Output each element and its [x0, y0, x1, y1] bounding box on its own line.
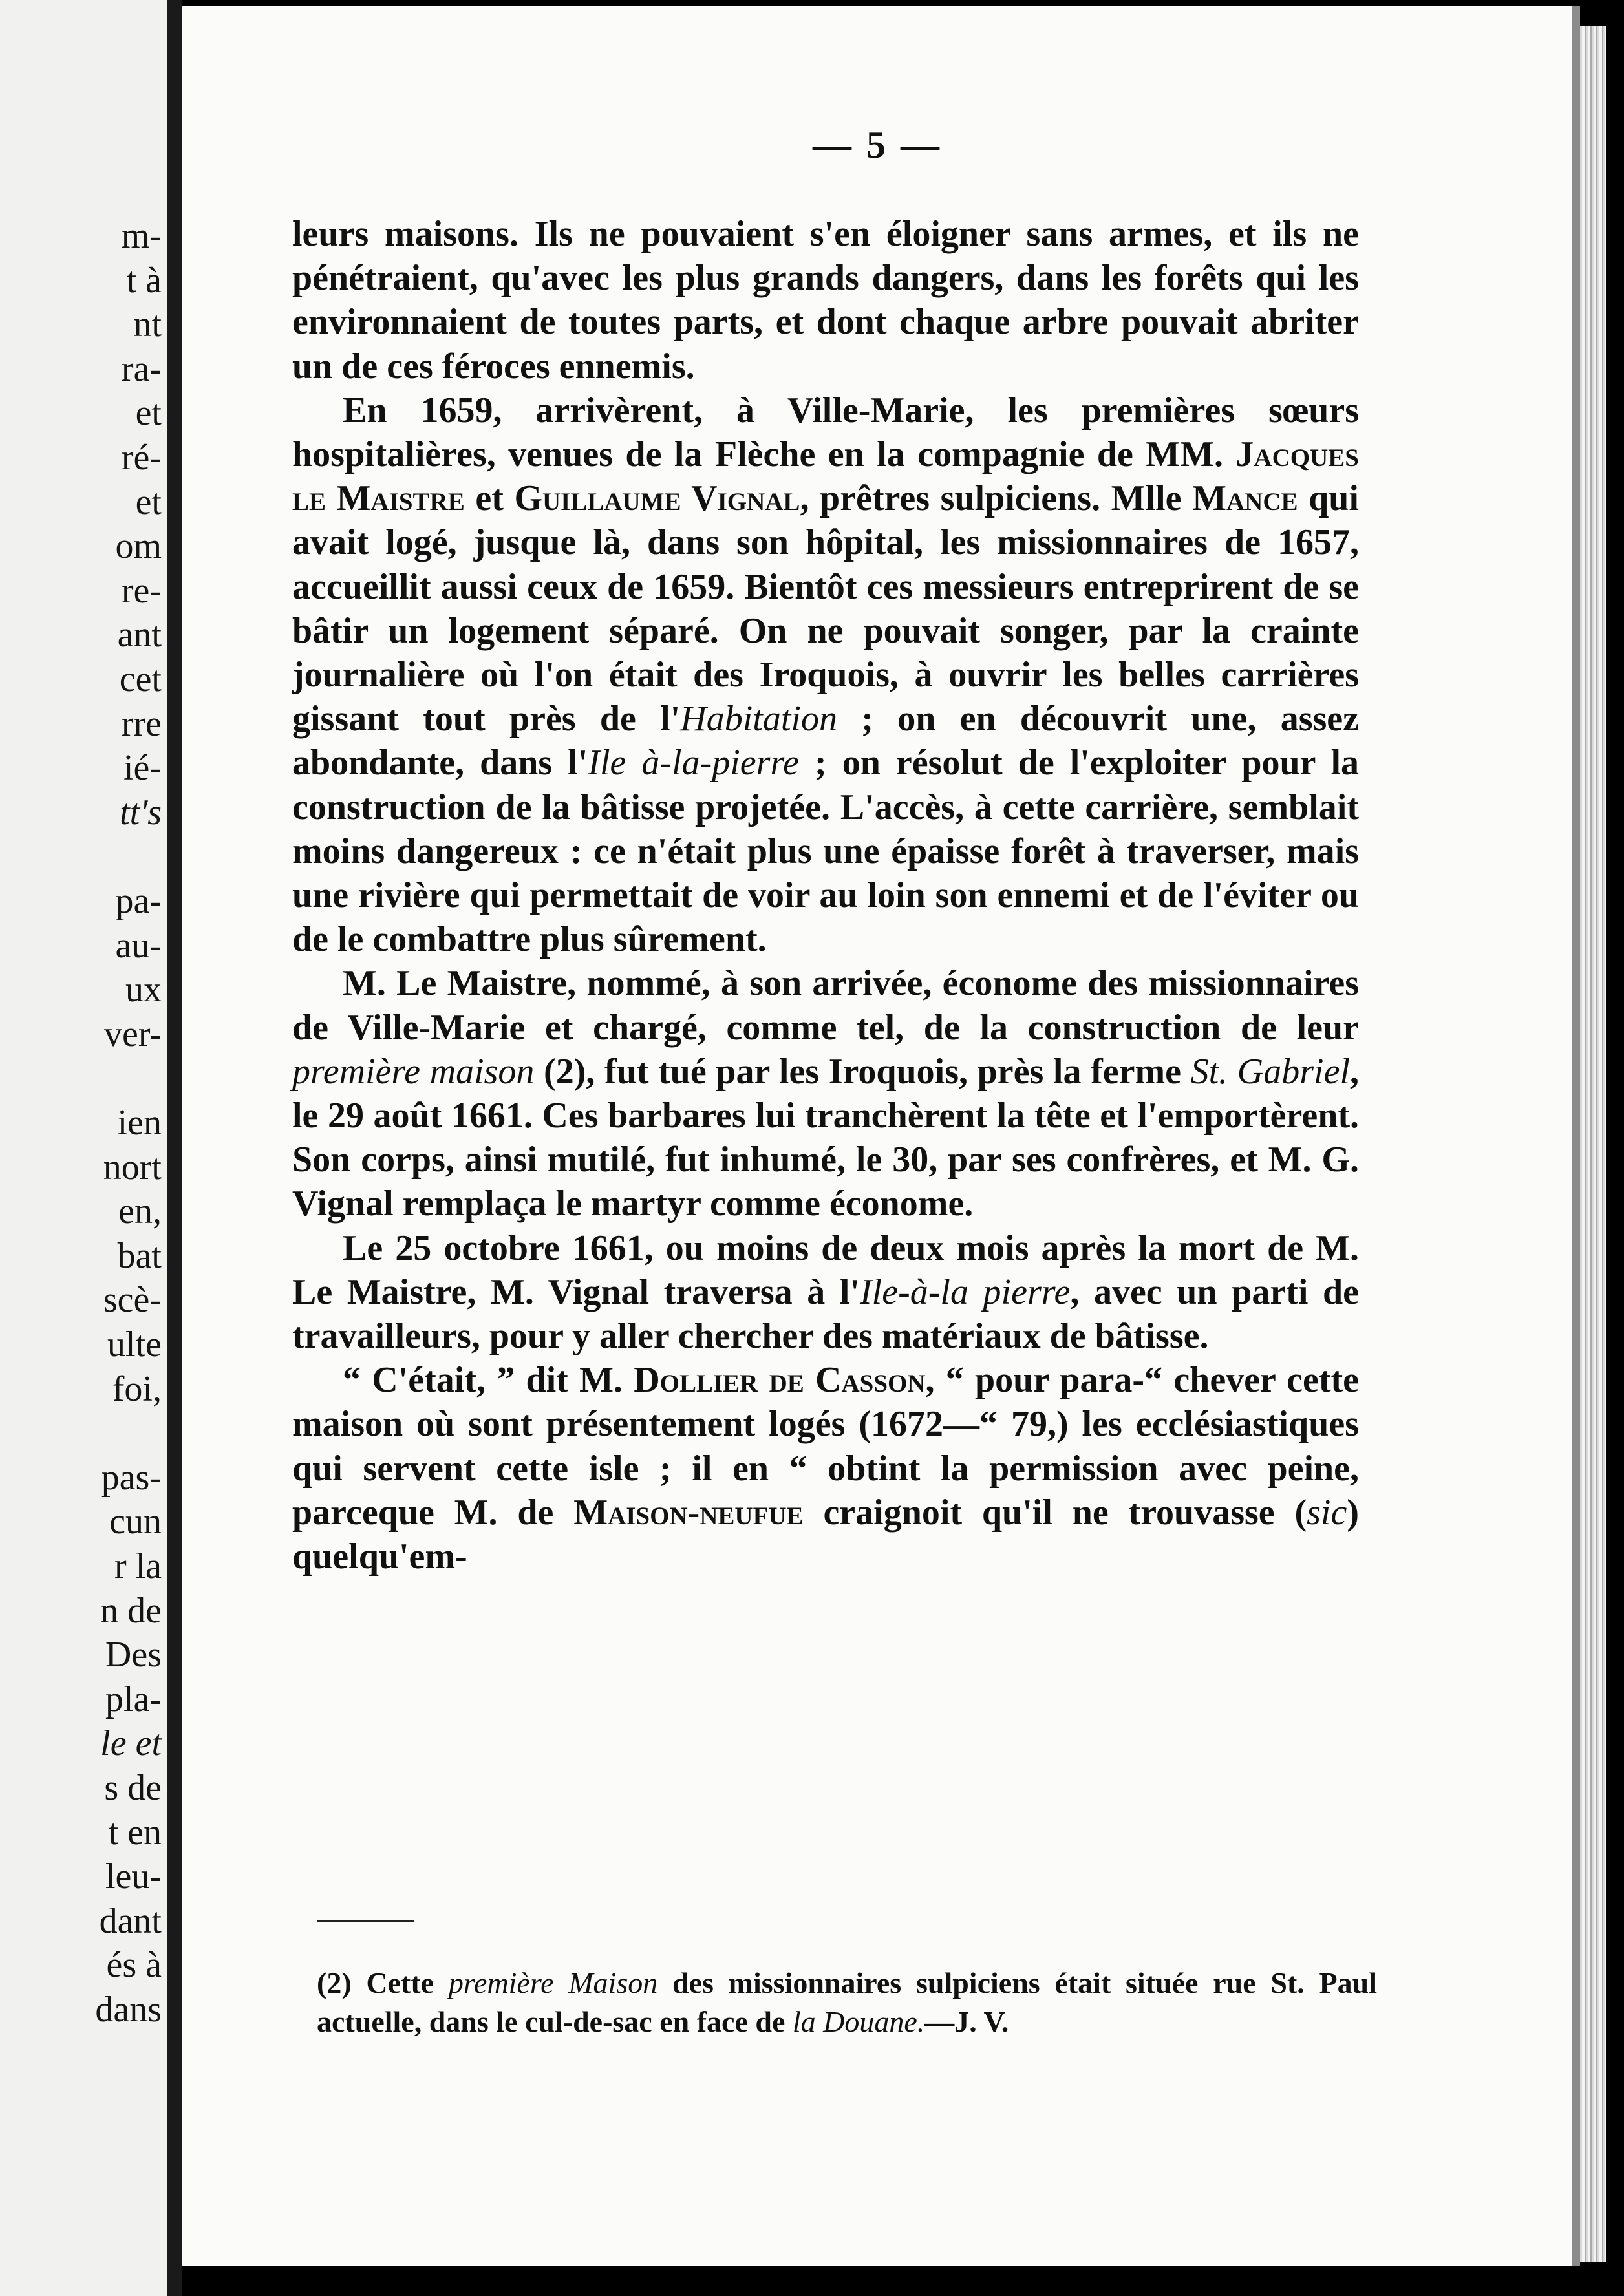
left-page-line: nort — [103, 1147, 162, 1187]
left-page-line: tt's — [120, 792, 162, 833]
left-page-line: t à — [126, 260, 162, 301]
text-run: craignoit qu'il ne trouvasse ( — [803, 1492, 1307, 1533]
left-page-line: en, — [118, 1191, 162, 1232]
text-run: ) quelqu'em- — [292, 1492, 1359, 1577]
left-page-line: et — [135, 393, 162, 434]
left-page-line: dans — [95, 1990, 162, 2030]
text-run: ; on résolut de l'exploiter pour la construction de la bâtisse projetée. L'accès, à cette carrière, semblait moins dangereux : ce n'était plus une épaisse forêt à traverser, mais une rivière qui permettait de voir au loin son ennemi et de l'éviter ou de le combattre plus sûrement. — [292, 743, 1360, 960]
text-run: Ile-à-la pierre — [860, 1271, 1071, 1312]
text-run: , prêtres sulpiciens. Mlle — [800, 478, 1193, 519]
left-page-line: ver- — [103, 1014, 162, 1054]
left-page-line: le et — [100, 1723, 162, 1764]
left-page-line: r la — [114, 1546, 162, 1586]
left-page-line: n de — [100, 1590, 162, 1631]
text-run: , “ pour para-“ chever cette maison où sont présentement logés (1672—“ 79,) les ecclésiastiques qui servent cette isle ; il en “ obtint la permission avec peine, parceque M. de — [292, 1360, 1359, 1533]
left-page-line: ien — [117, 1103, 162, 1143]
text-run: , le 29 août 1661. Ces barbares lui tranchèrent la tête et l'emportèrent. Son corps, ainsi mutilé, fut inhumé, le 30, par ses confrères, et M. G. Vignal remplaça le martyr comme économe. — [292, 1051, 1359, 1224]
paragraph-1: leurs maisons. Ils ne pouvaient s'en éloigner sans armes, et ils ne pénétraient, qu'avec les plus grands dangers, dans les forêts qui les environnaient de toutes parts, et dont chaque arbre pouvait abriter un de ces féroces ennemis. — [292, 214, 1359, 387]
left-page-line: és à — [106, 1945, 162, 1986]
left-page-line: cet — [119, 659, 162, 699]
left-page-line: ulte — [107, 1324, 162, 1365]
text-run: première Maison — [448, 1966, 658, 1999]
left-page-line: ré- — [121, 438, 162, 478]
left-page-line: bat — [117, 1235, 162, 1276]
left-page-line: foi, — [112, 1368, 162, 1409]
left-page-line: t en — [108, 1812, 162, 1853]
text-run: , avec un parti de travailleurs, pour y aller chercher des matériaux de bâtisse. — [292, 1271, 1359, 1357]
text-run: qui avait logé, jusque là, dans son hôpital, les missionnaires de 1657, accueillit aussi ceux de 1659. Bientôt ces messieurs entreprirent de se bâtir un logement séparé. On ne pouvait songer, par la crainte journalière où l'on était des Iroquois, à ouvrir les belles carrières gissant tout près de l' — [292, 478, 1359, 739]
left-page-line: pas- — [101, 1457, 162, 1498]
text-run: la Douane. — [792, 2005, 925, 2038]
left-page-line: ux — [125, 970, 162, 1010]
right-page — [182, 6, 1580, 2266]
text-run: des missionnaires sulpiciens était située rue St. Paul actuelle, dans le cul-de-sac en face de — [317, 1966, 1377, 2038]
left-page-line: nt — [133, 304, 162, 345]
left-page-line: et — [135, 482, 162, 522]
body-text — [292, 212, 1359, 1578]
left-page-line: pa- — [115, 881, 162, 921]
text-run: St. Gabriel — [1190, 1051, 1350, 1092]
left-page-line: dant — [99, 1900, 162, 1941]
text-run: ; on en découvrit une, assez abondante, dans l' — [292, 699, 1359, 783]
text-run: Guillaume Vignal — [514, 478, 800, 519]
text-run: “ C'était, ” dit M. — [343, 1360, 634, 1401]
book-gutter — [167, 0, 182, 2296]
left-page-line: ant — [117, 615, 162, 655]
left-page-line: scè- — [103, 1280, 162, 1321]
left-page-line: au- — [115, 925, 162, 966]
footnote — [317, 1964, 1377, 2041]
text-run: Le 25 octobre 1661, ou moins de deux mois après la mort de M. Le Maistre, M. Vignal traversa à l' — [292, 1228, 1359, 1312]
text-run: M. Le Maistre, nommé, à son arrivée, économe des missionnaires de Ville-Marie et chargé, comme tel, de la construction de leur — [292, 963, 1359, 1048]
text-run: Maison-neufue — [573, 1492, 804, 1533]
paragraph-3 — [292, 961, 1359, 1226]
text-run: première maison — [292, 1051, 535, 1092]
text-run: Jacques le Maistre — [292, 434, 1359, 519]
left-page-line: re- — [121, 570, 162, 611]
left-page-line: leu- — [105, 1856, 162, 1897]
left-page-fragment — [0, 0, 167, 2296]
left-page-line: rre — [121, 703, 162, 744]
text-run: et — [464, 478, 515, 519]
left-page-line: om — [115, 526, 162, 567]
paragraph-5-quote — [292, 1358, 1359, 1578]
paragraph-2 — [292, 388, 1359, 962]
left-page-line: cun — [109, 1502, 162, 1542]
text-run: sic — [1307, 1492, 1347, 1533]
left-page-line: ra- — [121, 348, 162, 389]
left-page-line: pla- — [105, 1679, 162, 1719]
page-number: — 5 — — [813, 123, 942, 166]
text-run: —J. V. — [924, 2005, 1009, 2038]
text-run: Dollier de Casson — [634, 1360, 926, 1401]
left-page-line: ié- — [123, 748, 162, 789]
footnote-rule — [317, 1920, 414, 1922]
page-edges — [1580, 26, 1606, 2262]
text-run: (2) Cette — [317, 1966, 449, 1999]
text-run: Mance — [1192, 478, 1298, 519]
text-run: (2), fut tué par les Iroquois, près la ferme — [534, 1051, 1191, 1092]
text-run: Habitation — [680, 699, 837, 739]
left-page-line: s de — [104, 1768, 162, 1808]
left-page-line: Des — [105, 1635, 162, 1675]
text-run: En 1659, arrivèrent, à Ville-Marie, les premières sœurs hospitalières, venues de la Flèche en la compagnie de MM. — [292, 390, 1359, 475]
paragraph-4 — [292, 1226, 1359, 1359]
left-page-line: m- — [121, 216, 162, 256]
text-run: Ile à-la-pierre — [588, 743, 800, 783]
